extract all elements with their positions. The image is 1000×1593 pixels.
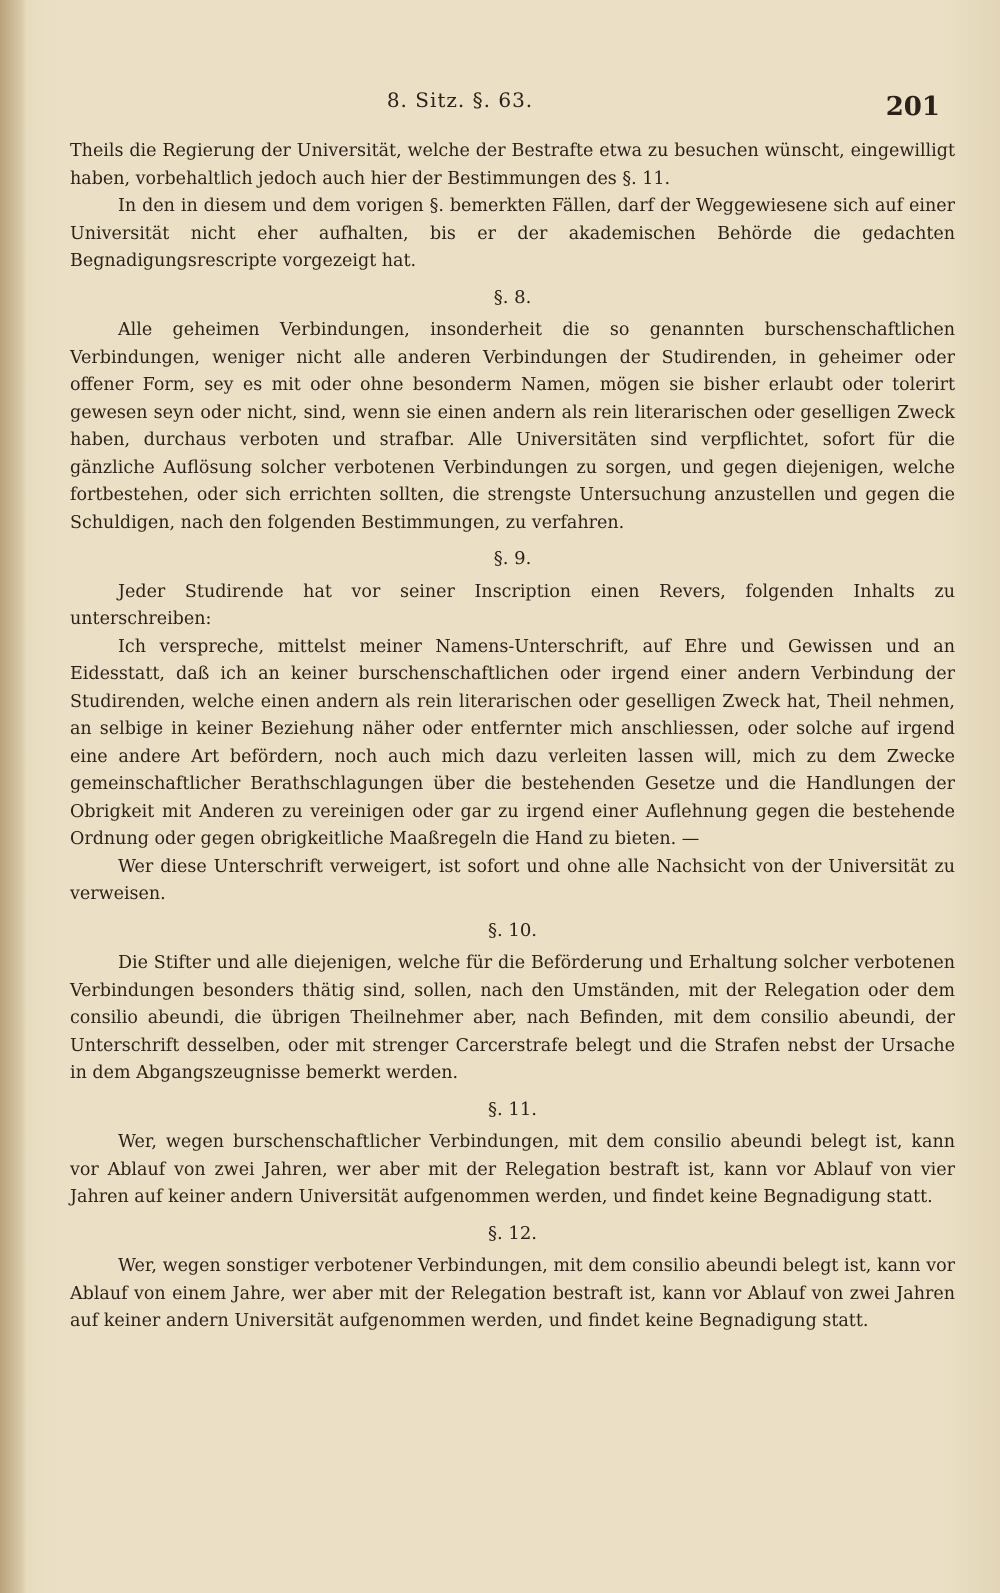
paragraph: Die Stifter und alle diejenigen, welche für die Beförderung und Erhaltung solcher verbotenen Verbindungen besonders thätig sind, sollen, nach den Umständen, mit der Relegation oder dem consilio abeundi, die übrigen Theilnehmer aber, nach Befinden, mit dem consilio abeundi, der Unterschrift desselben, oder mit strenger Carcerstrafe belegt und die Strafen nebst der Ursache in dem Abgangszeugnisse bemerkt werden. xyxy=(70,953,955,1083)
paragraph: Alle geheimen Verbindungen, insonderheit die so genannten burschenschaftlichen Verbindungen, weniger nicht alle anderen Verbindungen der Studirenden, in geheimer oder offener Form, sey es mit oder ohne besonderm Namen, mögen sie bisher erlaubt oder tolerirt gewesen seyn oder nicht, sind, wenn sie einen andern als rein literarischen oder geselligen Zweck haben, durchaus verboten und strafbar. Alle Universitäten sind verpflichtet, sofort für die gänzliche Auflösung solcher verbotenen Verbindungen zu sorgen, und gegen diejenigen, welche fortbestehen, oder sich errichten sollten, die strengste Untersuchung anzustellen und gegen die Schuldigen, nach den folgenden Bestimmungen, zu verfahren. xyxy=(70,320,955,533)
section-heading: §. 8. xyxy=(493,286,532,308)
section-heading: §. 11. xyxy=(487,1098,538,1120)
paragraph: Wer, wegen burschenschaftlicher Verbindungen, mit dem consilio abeundi belegt ist, kann vor Ablauf von zwei Jahren, wer aber mit der Relegation bestraft ist, kann vor Ablauf von vier Jahren auf keiner andern Universität aufgenommen werden, und findet keine Begnadigung statt. xyxy=(70,1132,955,1207)
page-body xyxy=(70,138,955,1336)
paragraph: Wer diese Unterschrift verweigert, ist sofort und ohne alle Nachsicht von der Universität zu verweisen. xyxy=(70,856,955,904)
section-heading: §. 9. xyxy=(493,548,532,569)
running-head: 8. Sitz. §. 63. xyxy=(386,88,534,112)
page-number: 201 xyxy=(885,92,940,122)
section-heading: §. 12. xyxy=(487,1222,538,1244)
section-heading: §. 10. xyxy=(487,919,538,941)
page-edge xyxy=(0,0,26,1593)
paragraph: Theils die Regierung der Universität, welche der Bestrafte etwa zu besuchen wünscht, eingewilligt haben, vorbehaltlich jedoch auch hier der Bestimmungen des §. 11. xyxy=(70,141,955,189)
oath-text: Ich verspreche, mittelst meiner Namens-Unterschrift, auf Ehre und Gewissen und an Eidesstatt, daß ich an keiner burschenschaftlichen oder irgend einer andern Verbindung der Studirenden, welche einen andern als rein literarischen oder geselligen Zweck hat, Theil nehmen, an selbige in keiner Beziehung näher oder entfernter mich anschliessen, oder solche auf irgend eine andere Art befördern, noch auch mich dazu verleiten lassen will, mich zu dem Zwecke gemeinschaftlicher Berathschlagungen über die bestehenden Gesetze und die Handlungen der Obrigkeit mit Anderen zu vereinigen oder gar zu irgend einer Auflehnung gegen die bestehende Ordnung oder gegen obrigkeitliche Maaßregeln die Hand zu bieten. — xyxy=(70,636,955,849)
page-header xyxy=(60,88,940,122)
paragraph: Wer, wegen sonstiger verbotener Verbindungen, mit dem consilio abeundi belegt ist, kann vor Ablauf von einem Jahre, wer aber mit der Relegation bestraft ist, kann vor Ablauf von zwei Jahren auf keiner andern Universität aufgenommen werden, und findet keine Begnadigung statt. xyxy=(70,1256,955,1331)
paragraph: Jeder Studirende hat vor seiner Inscription einen Revers, folgenden Inhalts zu unterschreiben: xyxy=(70,581,955,629)
paragraph: In den in diesem und dem vorigen §. bemerkten Fällen, darf der Weggewiesene sich auf einer Universität nicht eher aufhalten, bis er der akademischen Behörde die gedachten Begnadigungsrescripte vorgezeigt hat. xyxy=(70,196,955,271)
